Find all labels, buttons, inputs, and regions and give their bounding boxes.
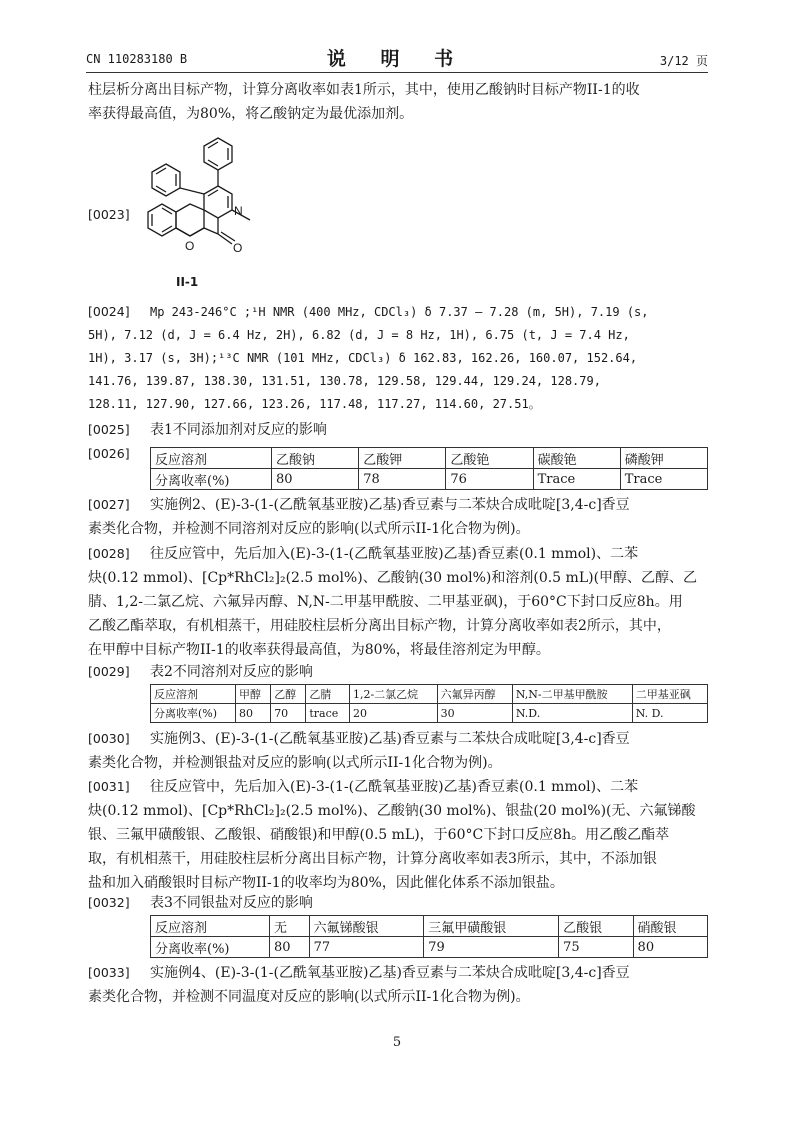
table-cell: Trace <box>533 469 620 490</box>
table-cell: 70 <box>271 704 306 723</box>
table-cell: 分离收率(%) <box>151 937 270 958</box>
table-cell: 分离收率(%) <box>151 704 236 723</box>
table-cell: 乙酸钠 <box>272 448 359 469</box>
table-cell: 80 <box>272 469 359 490</box>
paragraph-line: 往反应管中，先后加入(E)-3-(1-(乙酰氧基亚胺)乙基)香豆素(0.1 mmol)、二苯 <box>150 546 639 562</box>
paragraph-tag: [0025] <box>88 422 130 437</box>
table-cell: 30 <box>437 704 512 723</box>
paragraph-tag: [0026] <box>88 446 130 461</box>
paragraph-line: 取，有机相蒸干，用硅胶柱层析分离出目标产物，计算分离收率如表3所示，其中，不添加银 <box>88 851 657 867</box>
table-cell: 78 <box>359 469 446 490</box>
table-cell: 反应溶剂 <box>151 916 270 937</box>
table-cell: 80 <box>270 937 310 958</box>
pyranone-ring <box>176 204 204 236</box>
paragraph-line: 银、三氟甲磺酸银、乙酸银、硝酸银)和甲醇(0.5 mL)，于60°C下封口反应8h。用乙酸乙酯萃 <box>88 827 670 843</box>
table-cell: 80 <box>236 704 271 723</box>
table-cell: N.D. <box>512 704 632 723</box>
paragraph-tag: [0027] <box>88 497 130 512</box>
table-cell: 无 <box>270 916 310 937</box>
table-cell: 76 <box>446 469 533 490</box>
paragraph-tag: [0031] <box>88 779 130 794</box>
document-title: 说 明 书 <box>326 48 468 70</box>
table-row <box>151 916 708 937</box>
paragraph-0033 <box>88 961 708 1009</box>
table-silver-salts <box>150 915 708 958</box>
table-cell: 三氟甲磺酸银 <box>424 916 559 937</box>
page-number: 5 <box>392 1035 402 1050</box>
caption-text: 表1不同添加剂对反应的影响 <box>150 422 327 438</box>
table-cell: 乙酸银 <box>559 916 633 937</box>
paragraph-line: 实施例4、(E)-3-(1-(乙酰氧基亚胺)乙基)香豆素与二苯炔合成吡啶[3,4-c]香豆 <box>150 965 630 981</box>
paragraph-tag: [0033] <box>88 965 130 980</box>
table-row <box>151 685 708 704</box>
table-cell: 79 <box>424 937 559 958</box>
paragraph-tag: [0024] <box>88 304 130 319</box>
table-row <box>151 937 708 958</box>
table-cell: 分离收率(%) <box>151 469 272 490</box>
paragraph-line: 炔(0.12 mmol)、[Cp*RhCl₂]₂(2.5 mol%)、乙酸钠(30 mol%)和溶剂(0.5 mL)(甲醇、乙醇、乙 <box>88 570 698 586</box>
table-cell: 二甲基亚砜 <box>632 685 707 704</box>
table-cell: Trace <box>620 469 707 490</box>
table-cell: 乙酸钾 <box>359 448 446 469</box>
paragraph-line: 素类化合物，并检测不同溶剂对反应的影响(以式所示II-1化合物为例)。 <box>88 521 530 537</box>
paragraph-line: 往反应管中，先后加入(E)-3-(1-(乙酰氧基亚胺)乙基)香豆素(0.1 mmol)、二苯 <box>150 779 639 795</box>
table-caption-2 <box>88 660 708 684</box>
table-cell: 六氟锑酸银 <box>309 916 424 937</box>
table-cell: trace <box>306 704 350 723</box>
table-cell: 乙酸铯 <box>446 448 533 469</box>
patent-number: CN 110283180 B <box>86 52 188 66</box>
table-cell: 甲醇 <box>236 685 271 704</box>
table-row <box>151 469 708 490</box>
nmr-line: Mp 243-246°C ;¹H NMR (400 MHz, CDCl₃) δ 7.37 – 7.28 (m, 5H), 7.19 (s, <box>150 305 649 319</box>
atom-o-carbonyl-label: O <box>233 241 243 255</box>
intro-line: 率获得最高值，为80%，将乙酸钠定为最优添加剂。 <box>88 106 414 122</box>
table-cell: 乙腈 <box>306 685 350 704</box>
paragraph-0028 <box>88 542 708 662</box>
paragraph-line: 腈、1,2-二氯乙烷、六氟异丙醇、N,N-二甲基甲酰胺、二甲基亚砜)，于60°C下封口反应8h。用 <box>88 594 683 610</box>
table-caption-3 <box>88 891 708 915</box>
table-caption-1 <box>88 418 708 442</box>
paragraph-line: 在甲醇中目标产物II-1的收率获得最高值，为80%，将最佳溶剂定为甲醇。 <box>88 642 550 658</box>
paragraph-0027 <box>88 493 708 541</box>
page-indicator: 3/12 页 <box>659 54 708 68</box>
paragraph-line: 炔(0.12 mmol)、[Cp*RhCl₂]₂(2.5 mol%)、乙酸钠(30 mol%)、银盐(20 mol%)(无、六氟锑酸 <box>88 803 696 819</box>
paragraph-line: 盐和加入硝酸银时目标产物II-1的收率均为80%，因此催化体系不添加银盐。 <box>88 875 564 891</box>
table-cell: 碳酸铯 <box>533 448 620 469</box>
table-row <box>151 704 708 723</box>
paragraph-tag: [0028] <box>88 546 130 561</box>
nmr-line: 141.76, 139.87, 138.30, 131.51, 130.78, 129.58, 129.44, 129.24, 128.79, <box>88 374 601 388</box>
paragraph-line: 实施例2、(E)-3-(1-(乙酰氧基亚胺)乙基)香豆素与二苯炔合成吡啶[3,4-c]香豆 <box>150 497 630 513</box>
paragraph-0031 <box>88 775 708 895</box>
paragraph-line: 乙酸乙酯萃取，有机相蒸干，用硅胶柱层析分离出目标产物，计算分离收率如表2所示，其中， <box>88 618 671 634</box>
table-solvents <box>150 684 708 723</box>
paragraph-line: 素类化合物，并检测银盐对反应的影响(以式所示II-1化合物为例)。 <box>88 755 502 771</box>
intro-line: 柱层析分离出目标产物，计算分离收率如表1所示，其中，使用乙酸钠时目标产物II-1的收 <box>88 82 640 98</box>
paragraph-0030 <box>88 727 708 775</box>
table-cell: 20 <box>349 704 437 723</box>
atom-o-ring-label: O <box>185 239 195 253</box>
header-divider <box>86 72 708 73</box>
table-additives <box>150 447 708 490</box>
nmr-paragraph <box>88 300 708 416</box>
nmr-line: 5H), 7.12 (d, J = 6.4 Hz, 2H), 6.82 (d, J = 8 Hz, 1H), 6.75 (t, J = 7.4 Hz, <box>88 328 630 342</box>
paragraph-tag: [0032] <box>88 895 130 910</box>
caption-text: 表2不同溶剂对反应的影响 <box>150 664 313 680</box>
paragraph-tag: [0029] <box>88 664 130 679</box>
table-cell: 77 <box>309 937 424 958</box>
atom-n-label: N <box>234 204 243 218</box>
table-cell: N. D. <box>632 704 707 723</box>
table-cell: N,N-二甲基甲酰胺 <box>512 685 632 704</box>
figure-tag: [0023] <box>88 207 130 222</box>
chemical-structure-ii-1 <box>140 128 280 296</box>
caption-text: 表3不同银盐对反应的影响 <box>150 895 313 911</box>
table-cell: 乙醇 <box>271 685 306 704</box>
table-cell: 反应溶剂 <box>151 448 272 469</box>
nmr-line: 1H), 3.17 (s, 3H);¹³C NMR (101 MHz, CDCl₃) δ 162.83, 162.26, 160.07, 152.64, <box>88 351 638 365</box>
paragraph-tag: [0030] <box>88 731 130 746</box>
table-row <box>151 448 708 469</box>
paragraph-line: 实施例3、(E)-3-(1-(乙酰氧基亚胺)乙基)香豆素与二苯炔合成吡啶[3,4-c]香豆 <box>150 731 630 747</box>
table-cell: 1,2-二氯乙烷 <box>349 685 437 704</box>
table-cell: 磷酸钾 <box>620 448 707 469</box>
table-cell: 六氟异丙醇 <box>437 685 512 704</box>
table-cell: 80 <box>633 937 707 958</box>
table-cell: 反应溶剂 <box>151 685 236 704</box>
intro-paragraph <box>88 78 708 126</box>
nmr-line: 128.11, 127.90, 127.66, 123.26, 117.48, 117.27, 114.60, 27.51。 <box>88 397 541 411</box>
table-cell: 75 <box>559 937 633 958</box>
table-cell: 硝酸银 <box>633 916 707 937</box>
compound-label: II-1 <box>176 275 199 289</box>
paragraph-line: 素类化合物，并检测不同温度对反应的影响(以式所示II-1化合物为例)。 <box>88 989 530 1005</box>
